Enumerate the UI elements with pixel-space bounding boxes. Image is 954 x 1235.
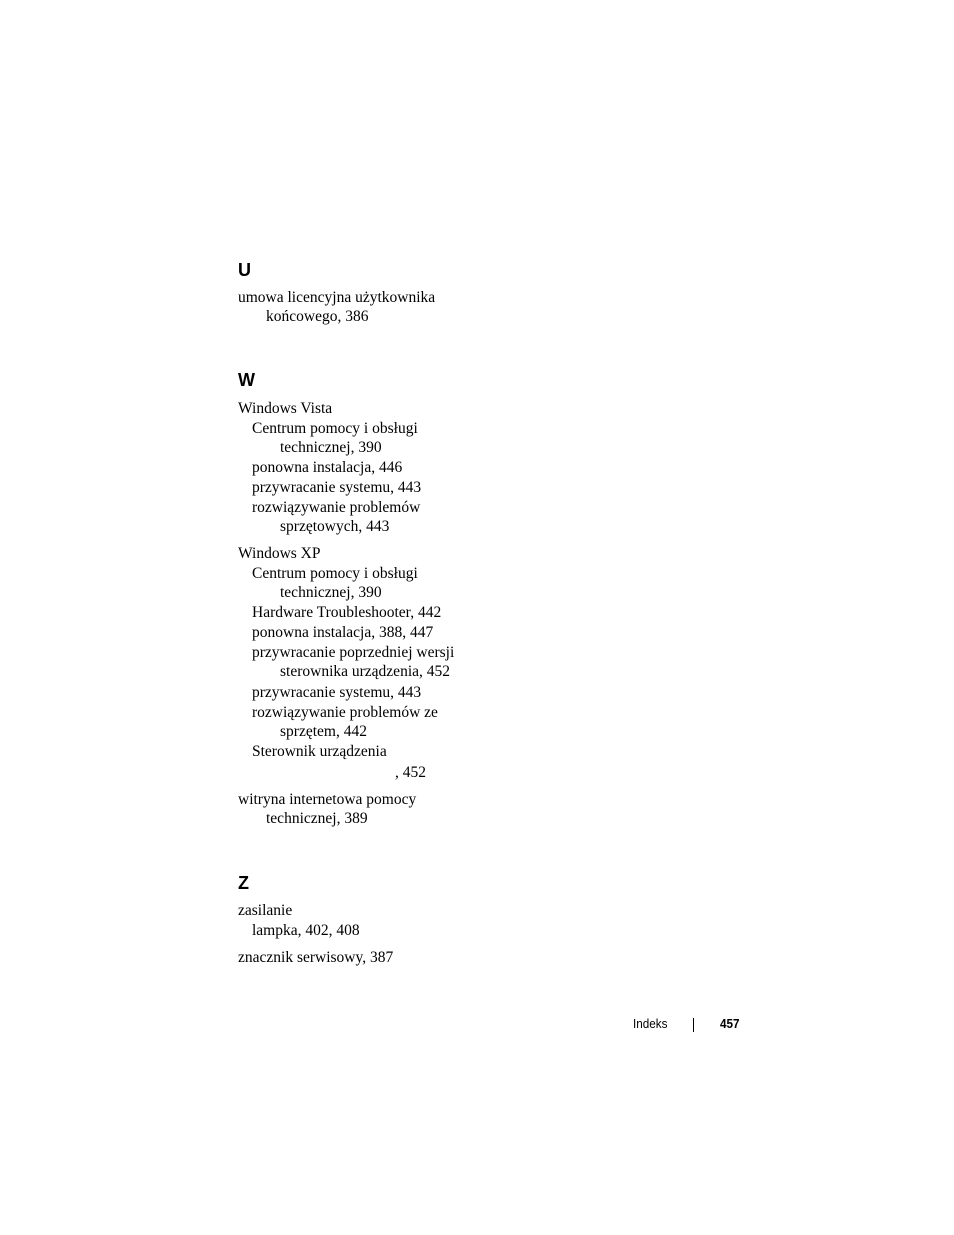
index-entry-witryna: witryna internetowa pomocy — [238, 791, 417, 808]
footer-separator — [693, 1018, 694, 1032]
index-entry-windows-xp: Windows XP — [238, 545, 321, 562]
index-subentry: przywracanie systemu, 443 — [252, 479, 422, 496]
index-subentry: Centrum pomocy i obsługi — [252, 420, 418, 437]
index-entry-zasilanie: zasilanie — [238, 902, 293, 919]
index-entry-windows-vista: Windows Vista — [238, 400, 333, 417]
index-subentry: przywracanie systemu, 443 — [252, 684, 422, 701]
section-heading-w: W — [238, 370, 255, 390]
index-entry-umowa: umowa licencyjna użytkownika — [238, 289, 436, 306]
section-heading-u: U — [238, 260, 251, 280]
index-subentry-page-ref: , 452 — [395, 764, 426, 781]
index-entry-umowa-cont: końcowego, 386 — [266, 308, 369, 325]
index-subentry-cont: technicznej, 390 — [280, 584, 382, 601]
index-entry-znacznik: znacznik serwisowy, 387 — [238, 949, 394, 966]
index-subentry: przywracanie poprzedniej wersji — [252, 644, 455, 661]
index-subentry: ponowna instalacja, 388, 447 — [252, 624, 434, 641]
index-subentry: Hardware Troubleshooter, 442 — [252, 604, 442, 621]
page-number: 457 — [720, 1016, 740, 1031]
index-subentry-cont: technicznej, 390 — [280, 439, 382, 456]
index-subentry: ponowna instalacja, 446 — [252, 459, 403, 476]
index-subentry: rozwiązywanie problemów ze — [252, 704, 438, 721]
index-subentry: Sterownik urządzenia — [252, 743, 387, 760]
section-heading-z: Z — [238, 873, 249, 893]
index-entry-witryna-cont: technicznej, 389 — [266, 810, 368, 827]
index-subentry: lampka, 402, 408 — [252, 922, 360, 939]
index-subentry: Centrum pomocy i obsługi — [252, 565, 418, 582]
index-subentry: rozwiązywanie problemów — [252, 499, 421, 516]
index-subentry-cont: sprzętowych, 443 — [280, 518, 390, 535]
index-subentry-cont: sprzętem, 442 — [280, 723, 367, 740]
index-subentry-cont: sterownika urządzenia, 452 — [280, 663, 451, 680]
footer-label: Indeks — [633, 1016, 668, 1031]
